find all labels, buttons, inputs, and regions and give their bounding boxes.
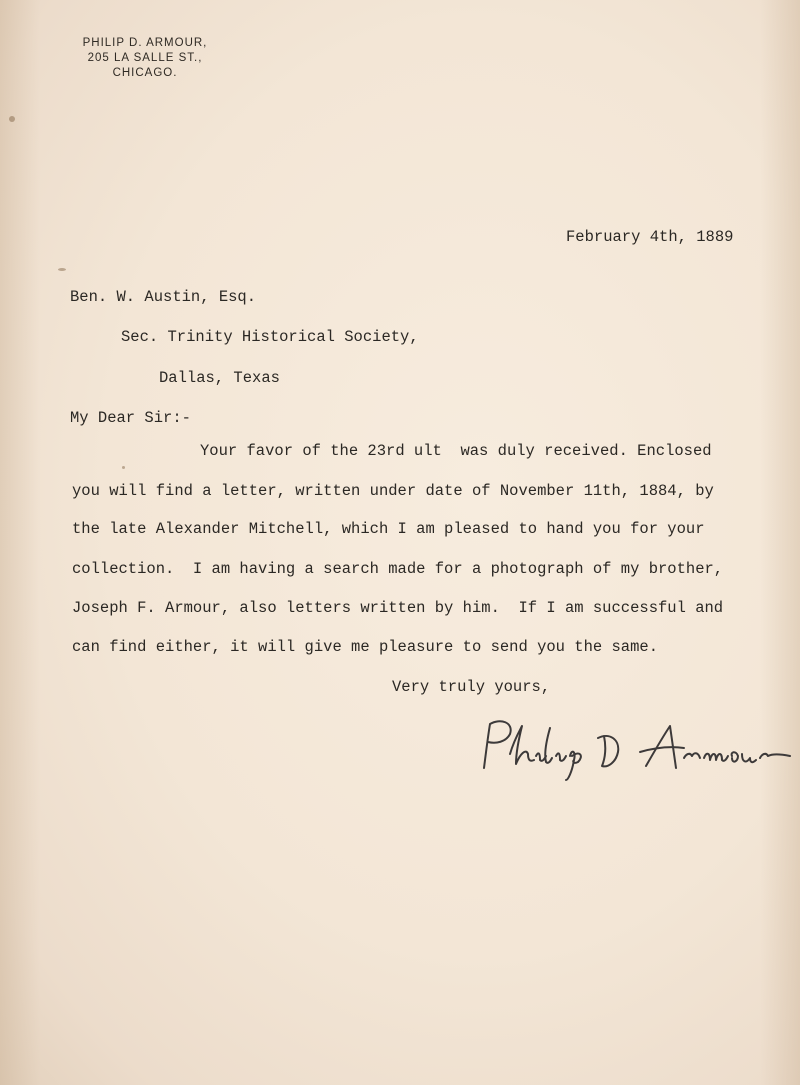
body-line: can find either, it will give me pleasure to send you the same. xyxy=(72,638,658,656)
recipient-location: Dallas, Texas xyxy=(159,369,280,387)
body-line: Your favor of the 23rd ult was duly received. Enclosed xyxy=(200,442,712,460)
closing: Very truly yours, xyxy=(392,678,551,696)
letterhead xyxy=(40,36,250,81)
body-line: you will find a letter, written under date of November 11th, 1884, by xyxy=(72,482,714,500)
handwritten-signature xyxy=(470,712,800,782)
letterhead-city: CHICAGO. xyxy=(112,67,178,79)
paper-left-edge xyxy=(0,0,40,1085)
paper-spot xyxy=(9,116,15,122)
paper-right-edge xyxy=(760,0,800,1085)
body-line: Joseph F. Armour, also letters written by him. If I am successful and xyxy=(72,599,724,617)
letter-date: February 4th, 1889 xyxy=(566,228,734,246)
recipient-title: Sec. Trinity Historical Society, xyxy=(121,328,419,346)
recipient-name: Ben. W. Austin, Esq. xyxy=(70,288,257,306)
letterhead-street: 205 LA SALLE ST., xyxy=(87,52,203,64)
paper-spot xyxy=(58,268,66,271)
body-line: collection. I am having a search made for a photograph of my brother, xyxy=(72,560,724,578)
paper-spot xyxy=(122,466,125,469)
salutation: My Dear Sir:- xyxy=(70,409,191,427)
body-line: the late Alexander Mitchell, which I am pleased to hand you for your xyxy=(72,520,705,538)
letterhead-name: PHILIP D. ARMOUR, xyxy=(82,37,208,49)
